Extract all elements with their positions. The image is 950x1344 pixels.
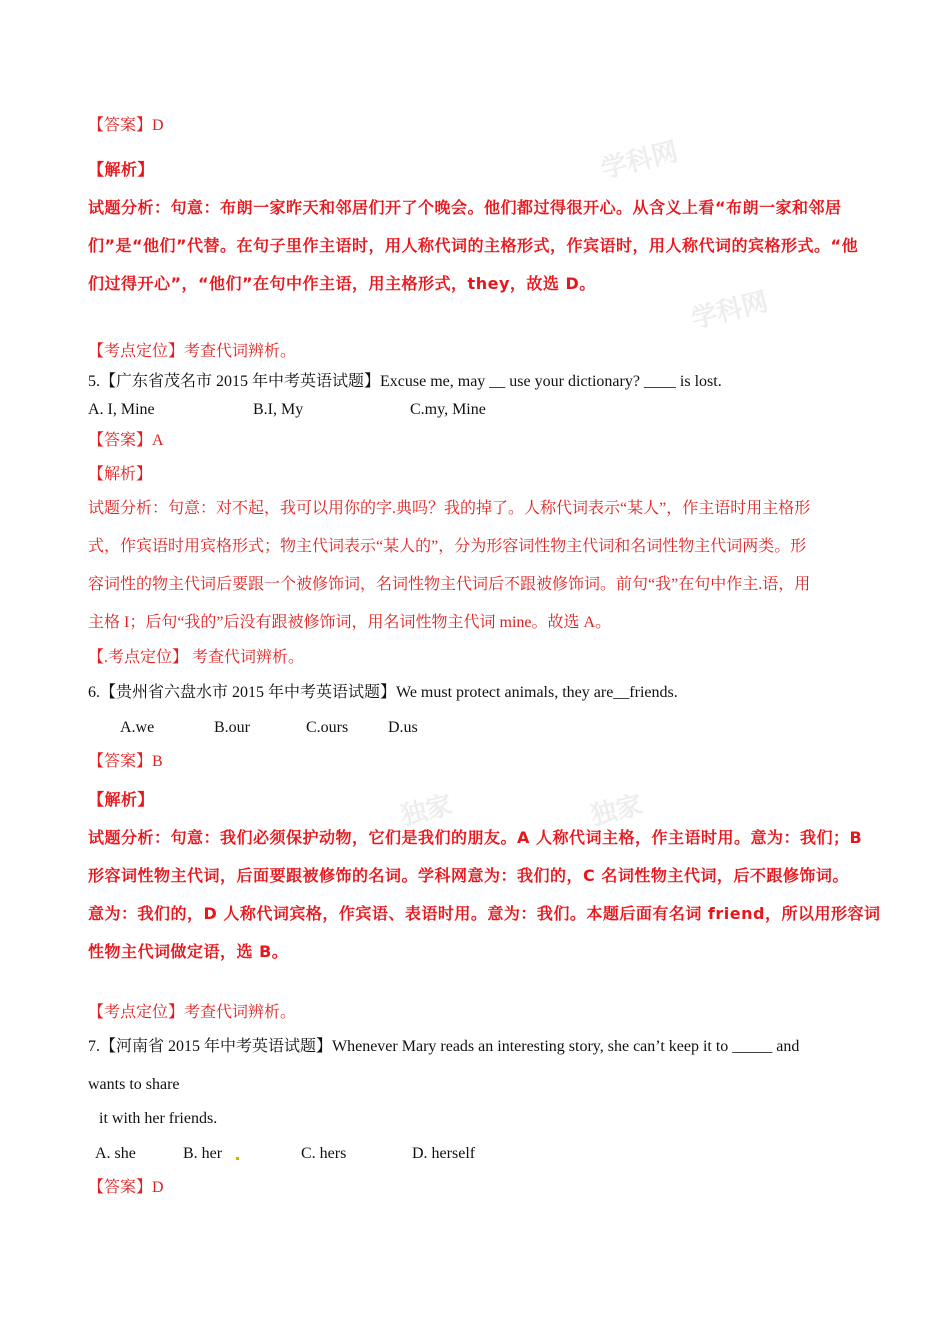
q4-analysis-label: 【解析】 — [88, 160, 155, 179]
watermark: 独家 — [587, 790, 646, 832]
watermark: 学科网 — [688, 286, 772, 335]
q6-analysis-line: 性物主代词做定语，选 B。 — [88, 942, 289, 961]
q4-analysis-line: 试题分析：句意：布朗一家昨天和邻居们开了个晚会。他们都过得很开心。从含义上看“布朗一家和邻居 — [88, 198, 842, 217]
q5-option-c: C.my, Mine — [410, 401, 486, 418]
q6-option-d: D.us — [388, 719, 418, 736]
q5-analysis-line: 主格 I；后句“我的”后没有跟被修饰词，用名词性物主代词 mine。故选 A。 — [88, 614, 612, 631]
q4-analysis-line: 们过得开心”，“他们”在句中作主语，用主格形式，they，故选 D。 — [88, 274, 596, 293]
q7-stem: it with her friends. — [99, 1110, 218, 1127]
q5-analysis-line: 试题分析：句意：对不起，我可以用你的字.典吗？我的掉了。人称代词表示“某人”，作主语时用主格形 — [88, 500, 811, 517]
q6-option-a: A.we — [120, 719, 155, 736]
q5-answer: 【答案】A — [88, 432, 164, 449]
q5-analysis-line: 式，作宾语时用宾格形式；物主代词表示“某人的”，分为形容词性物主代词和名词性物主代词两类。形 — [88, 538, 807, 555]
q5-option-b: B.I, My — [253, 401, 304, 418]
q7-stem: 7.【河南省 2015 年中考英语试题】Whenever Mary reads an interesting story, she can’t keep it to _____ and — [88, 1038, 800, 1055]
q4-kaodian: 【考点定位】考查代词辨析。 — [88, 343, 297, 360]
q6-stem: 6.【贵州省六盘水市 2015 年中考英语试题】We must protect animals, they are__friends. — [88, 684, 678, 701]
q6-answer: 【答案】B — [88, 753, 163, 770]
q6-analysis-line: 形容词性物主代词，后面要跟被修饰的名词。学科网意为：我们的，C 名词性物主代词，后不跟修饰词。 — [88, 866, 849, 885]
q7-answer: 【答案】D — [88, 1179, 164, 1196]
q7-option-c: C. hers — [301, 1145, 347, 1162]
stray-dot — [236, 1157, 239, 1160]
q5-stem: 5.【广东省茂名市 2015 年中考英语试题】Excuse me, may __ use your dictionary? ____ is lost. — [88, 373, 722, 390]
q6-option-c: C.ours — [306, 719, 349, 736]
q7-option-a: A. she — [95, 1145, 136, 1162]
q6-analysis-line: 意为：我们的，D 人称代词宾格，作宾语、表语时用。意为：我们。本题后面有名词 friend，所以用形容词 — [88, 904, 881, 923]
q5-option-a: A. I, Mine — [88, 401, 155, 418]
q5-analysis-line: 容词性的物主代词后要跟一个被修饰词，名词性物主代词后不跟被修饰词。前句“我”在句中作主.语，用 — [88, 576, 811, 593]
q4-answer: 【答案】D — [88, 117, 164, 134]
q6-analysis-label: 【解析】 — [88, 790, 155, 809]
q6-kaodian: 【考点定位】考查代词辨析。 — [88, 1004, 297, 1021]
q6-option-b: B.our — [214, 719, 250, 736]
q7-option-b: B. her — [183, 1145, 223, 1162]
watermark: 学科网 — [598, 136, 682, 185]
watermark: 独家 — [397, 790, 456, 832]
q5-kaodian: 【.考点定位】 考查代词辨析。 — [88, 649, 305, 666]
q4-analysis-line: 们”是“他们”代替。在句子里作主语时，用人称代词的主格形式，作宾语时，用人称代词的宾格形式。“他 — [88, 236, 859, 255]
q7-option-d: D. herself — [412, 1145, 476, 1162]
q5-analysis-label: 【解析】 — [88, 466, 153, 483]
q6-analysis-line: 试题分析：句意：我们必须保护动物，它们是我们的朋友。A 人称代词主格，作主语时用。意为：我们；B — [88, 828, 863, 847]
q7-stem: wants to share — [88, 1076, 180, 1093]
